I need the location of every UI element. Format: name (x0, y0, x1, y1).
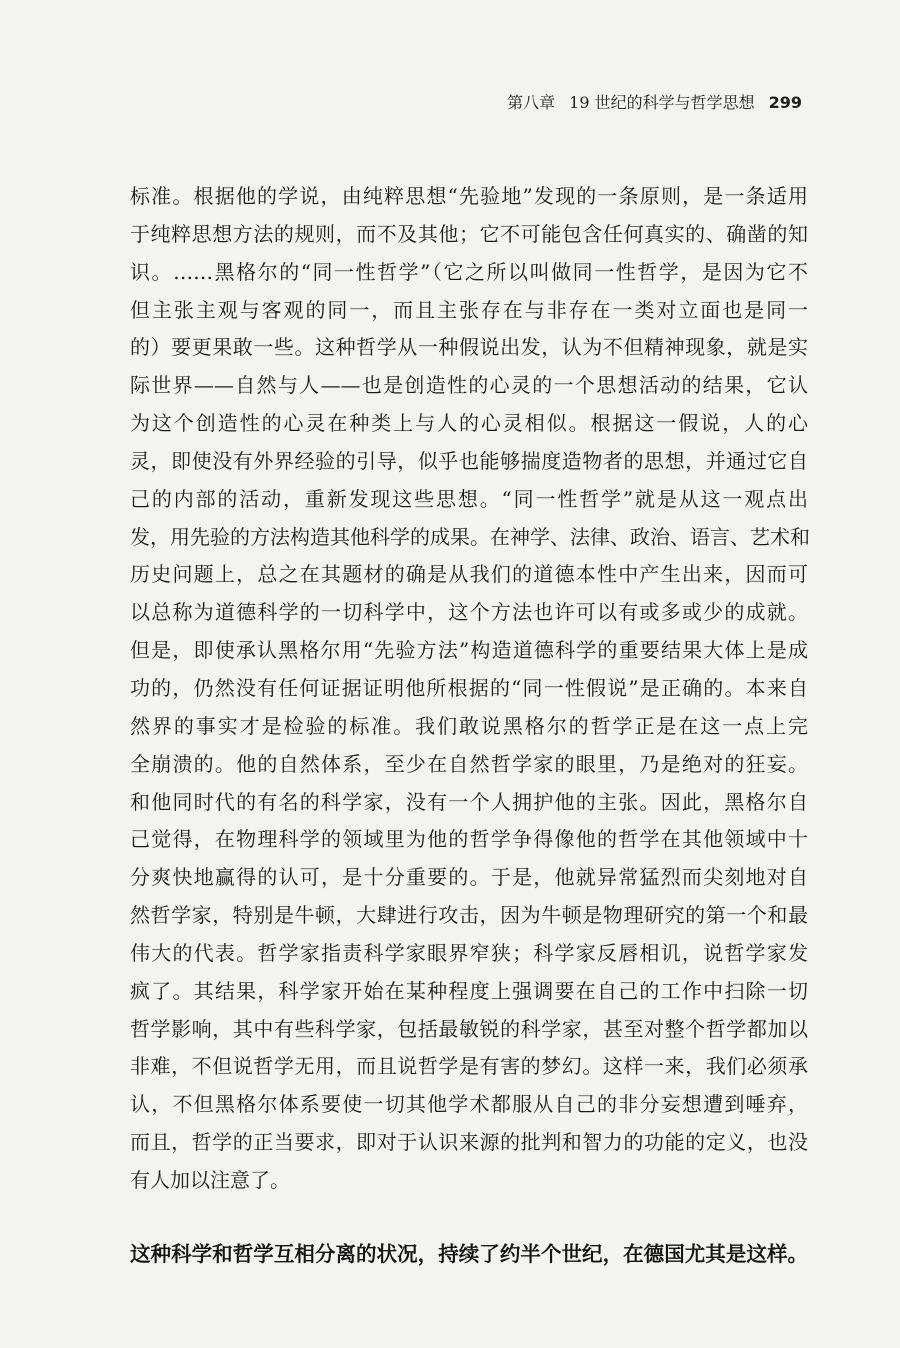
quote-line: 非难，不但说哲学无用，而且说哲学是有害的梦幻。这样一来，我们必须承 (130, 1054, 808, 1079)
quote-line: 于纯粹思想方法的规则，而不及其他；它不可能包含任何真实的、确凿的知 (130, 221, 808, 246)
body-paragraph: 这种科学和哲学互相分离的状况，持续了约半个世纪，在德国尤其是这样。 (130, 1242, 808, 1266)
quote-line: 际世界——自然与人——也是创造性的心灵的一个思想活动的结果，它认 (130, 373, 808, 398)
quote-line: 历史问题上，总之在其题材的确是从我们的道德本性中产生出来，因而可 (130, 562, 808, 587)
quote-line: 功的，仍然没有任何证据证明他所根据的“同一性假说”是正确的。本来自 (130, 675, 808, 700)
quote-line: 己觉得，在物理科学的领域里为他的哲学争得像他的哲学在其他领域中十 (130, 827, 808, 852)
page-number: 299 (768, 93, 802, 112)
chapter-label: 第八章 (507, 93, 556, 112)
quote-line: 识。……黑格尔的“同一性哲学”（它之所以叫做同一性哲学，是因为它不 (130, 259, 808, 284)
quote-line: 己的内部的活动，重新发现这些思想。“同一性哲学”就是从这一观点出 (130, 486, 808, 511)
quote-line: 但是，即使承认黑格尔用“先验方法”构造道德科学的重要结果大体上是成 (130, 638, 808, 663)
quote-line: 以总称为道德科学的一切科学中，这个方法也许可以有或多或少的成就。 (130, 600, 808, 625)
running-head (507, 91, 802, 115)
quote-line: 有人加以注意了。 (130, 1167, 290, 1192)
quote-line: 疯了。其结果，科学家开始在某种程度上强调要在自己的工作中扫除一切 (130, 978, 808, 1003)
quote-line: 然界的事实才是检验的标准。我们敢说黑格尔的哲学正是在这一点上完 (130, 713, 808, 738)
quote-line: 但主张主观与客观的同一，而且主张存在与非存在一类对立面也是同一 (130, 297, 808, 322)
quote-line: 为这个创造性的心灵在种类上与人的心灵相似。根据这一假说，人的心 (130, 411, 808, 436)
quote-line: 然哲学家，特别是牛顿，大肆进行攻击，因为牛顿是物理研究的第一个和最 (130, 903, 808, 928)
quote-line: 哲学影响，其中有些科学家，包括最敏锐的科学家，甚至对整个哲学都加以 (130, 1016, 808, 1041)
quote-line: 认，不但黑格尔体系要使一切其他学术都服从自己的非分妄想遭到唾弃， (130, 1092, 808, 1117)
quote-line: 而且，哲学的正当要求，即对于认识来源的批判和智力的功能的定义，也没 (130, 1130, 808, 1155)
quote-line: 灵，即使没有外界经验的引导，似乎也能够揣度造物者的思想，并通过它自 (130, 448, 808, 473)
quote-line: 的）要更果敢一些。这种哲学从一种假说出发，认为不但精神现象，就是实 (130, 335, 808, 360)
quoted-passage (130, 178, 808, 1200)
chapter-title: 19 世纪的科学与哲学思想 (569, 93, 755, 112)
quote-line: 分爽快地赢得的认可，是十分重要的。于是，他就异常猛烈而尖刻地对自 (130, 865, 808, 890)
quote-line: 伟大的代表。哲学家指责科学家眼界窄狭；科学家反唇相讥，说哲学家发 (130, 940, 808, 965)
quote-line: 和他同时代的有名的科学家，没有一个人拥护他的主张。因此，黑格尔自 (130, 789, 808, 814)
quote-line: 发，用先验的方法构造其他科学的成果。在神学、法律、政治、语言、艺术和 (130, 524, 810, 549)
quote-line: 全崩溃的。他的自然体系，至少在自然哲学家的眼里，乃是绝对的狂妄。 (130, 751, 808, 776)
quote-line: 标准。根据他的学说，由纯粹思想“先验地”发现的一条原则，是一条适用 (130, 184, 808, 208)
